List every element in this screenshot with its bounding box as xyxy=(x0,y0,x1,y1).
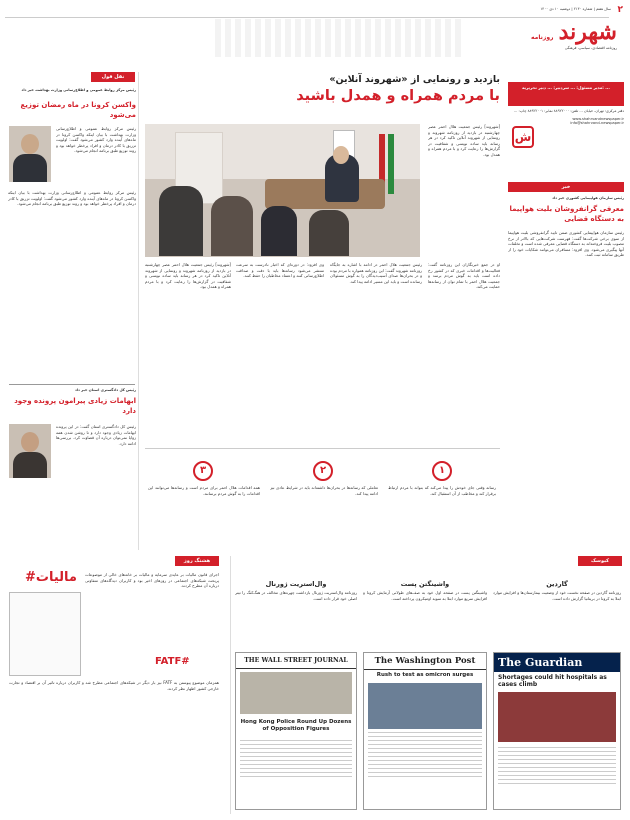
page-number: ۲ xyxy=(617,5,623,15)
header-divider xyxy=(5,17,609,18)
sidebar-item2-photo xyxy=(9,424,51,478)
kiosk-guardian-headline: Shortages could hit hospitals as cases climb xyxy=(498,674,607,688)
sidebar-item1-body: رئیس مرکز روابط عمومی و اطلاع‌رسانی وزارت بهداشت با بیان اینکه واکسن کرونا در ماه‌های آینده وارد کشور می‌شود گفت: اولویت تزریق با کادر درمان و افراد پرخطر خواهد بود و روند توزیع طبق برنامه انجام می‌شود. xyxy=(56,126,136,154)
kiosk-guardian-frontpage xyxy=(493,652,621,810)
tagline: روزنامه اقتصادی، سیاسی، فرهنگی xyxy=(564,46,617,50)
kiosk-section xyxy=(230,556,626,814)
lead-kicker: بازدید و رونمایی از «شهروند آنلاین» xyxy=(329,74,500,85)
masthead-pattern xyxy=(215,19,465,57)
hashtag-section xyxy=(5,556,223,814)
kiosk-wsj-frontpage xyxy=(235,652,357,810)
sidebar-item2-kicker: رئیس کل دادگستری استان خبر داد xyxy=(74,388,136,392)
news-title: معرفی گرانفروشان بلیت هواپیما به دستگاه قضایی xyxy=(509,205,624,223)
point-1-number: ۱ xyxy=(432,461,452,481)
points-row xyxy=(145,448,500,551)
sidebar-item1-photo xyxy=(9,126,51,182)
hashtag-sub-tag: FATF# xyxy=(155,656,190,667)
kiosk-wapo-headline: Rush to test as omicron surges xyxy=(376,672,474,678)
kiosk-wapo-frontpage xyxy=(363,652,487,810)
sidebar-section-header: نقل قول xyxy=(91,72,135,82)
sidebar-item1-body-cont: رئیس مرکز روابط عمومی و اطلاع‌رسانی وزارت بهداشت با بیان اینکه واکسن کرونا در ماه‌های آینده وارد کشور می‌شود گفت: اولویت تزریق با کادر درمان و افراد پرخطر خواهد بود و روند توزیع طبق برنامه انجام می‌شود. xyxy=(8,190,136,207)
kiosk-wapo-title: واشینگتن پست xyxy=(400,580,450,588)
kiosk-guardian-masthead: The Guardian xyxy=(494,653,620,672)
kiosk-wsj-headline: Hong Kong Police Round Up Dozens of Opposition Figures xyxy=(240,719,352,732)
point-3-text: همه اقدامات هلال احمر برای مردم است و رسانه‌ها می‌توانند این اقدامات را به گوش مردم برسانند. xyxy=(148,485,260,496)
point-1-text: رسانه وقتی جای خودش را پیدا می‌کند که بتواند با مردم ارتباط برقرار کند و مخاطب از آن استقبال کند. xyxy=(388,485,496,496)
lead-body-col4: وی افزود: در دوره‌ای که اخبار نادرست به سرعت منتشر می‌شود رسانه‌ها باید با دقت و صداقت اطلاع‌رسانی کنند و اعتماد مخاطبان را حفظ کنند. xyxy=(236,262,324,279)
lead-story xyxy=(145,74,500,104)
news-column xyxy=(508,182,624,550)
kiosk-paper-wapo xyxy=(363,580,487,642)
masthead-website[interactable]: www.shahrvandnewspaper.ir xyxy=(572,116,624,121)
masthead-address: دفتر مرکزی: تهران، خیابان ... تلفن: ۸۸۹۲۲۰۰۰ نمابر: ۸۸۹۲۲۰۰۱ چاپ: ... xyxy=(513,109,624,113)
hashtag-body-2: همزمان موضوع پیوستن به FATF نیز بار دیگر در شبکه‌های اجتماعی مطرح شد و کاربران درباره تاثیر آن بر اقتصاد و تجارت خارجی کشور اظهار نظر کردند. xyxy=(9,680,219,691)
kiosk-wsj-title: وال‌استریت ژورنال xyxy=(265,580,327,588)
logo-sub: روزنامه xyxy=(531,34,554,41)
hashtag-body-1: اجرای قانون مالیات بر عایدی سرمایه و مالیات بر خانه‌های خالی از موضوعات پربحث شبکه‌های اجتماعی در روزهای اخیر بود و کاربران دیدگاه‌های متفاوتی درباره آن مطرح کردند. xyxy=(85,572,219,589)
masthead-staff: مدیر مسئول: ... سردبیر: ... دبیر تحریریه: ... xyxy=(508,82,624,106)
news-body: رئیس سازمان هواپیمایی کشوری ضمن تایید گرانفروشی بلیت هواپیما از سوی برخی شرکت‌ها گفت: فهرست شرکت‌هایی که بالاتر از نرخ مصوب بلیت فروخته‌اند به دستگاه قضایی معرفی شده است و تخلفات آنها پیگیری می‌شود. وی افزود: مسافران می‌توانند شکایات خود را از طریق سامانه ثبت کنند. xyxy=(508,230,624,258)
kiosk-guardian-title: گاردین xyxy=(546,580,568,588)
lead-headline: با مردم همراه و همدل باشید xyxy=(296,88,500,104)
kiosk-paper-wsj xyxy=(235,580,357,642)
lead-body-col3: رئیس جمعیت هلال احمر در ادامه با اشاره به جایگاه روزنامه شهروند گفت: این روزنامه همواره با مردم بوده و در بحران‌ها صدای آسیب‌دیدگان را به گوش مسئولان رسانده است و باید این مسیر ادامه پیدا کند. xyxy=(330,262,422,284)
sidebar-item2-body: رئیس کل دادگستری استان گفت: در این پرونده ابهامات زیادی وجود دارد و تا روشن شدن همه زوایا نمی‌توان درباره آن قضاوت کرد. بررسی‌ها ادامه دارد. xyxy=(56,424,136,446)
kiosk-paper-guardian xyxy=(493,580,621,642)
kiosk-wapo-masthead: The Washington Post xyxy=(364,653,486,670)
masthead-email[interactable]: info@shahrvand-newspaper.ir xyxy=(570,121,624,126)
logo-text: شهرند xyxy=(558,19,617,45)
page-header xyxy=(5,3,625,65)
sidebar-item2-title: ابهامات زیادی پیرامون پرونده وجود دارد xyxy=(14,397,136,415)
masthead-box xyxy=(508,82,624,177)
kiosk-section-header: کیوسک xyxy=(578,556,622,566)
lead-body-col5: [شهروند] رئیس جمعیت هلال احمر عصر چهارشنبه در بازدید از روزنامه شهروند و رونمایی از شهروند آنلاین تاکید کرد در هر رسانه باید ساده نویسی و شفافیت در گزارش‌ها را رعایت کرد و با مردم همراه و همدل بود. xyxy=(145,262,231,290)
kiosk-wsj-body: روزنامه وال‌استریت ژورنال بازداشت چهره‌های مخالف در هنگ‌کنگ را تیتر اصلی خود قرار داده است. xyxy=(235,590,357,601)
sidebar-item1-title: واکسن کرونا در ماه رمضان توزیع می‌شود xyxy=(20,101,136,119)
logo xyxy=(497,19,617,57)
hashtag-section-header: هشتگ روز xyxy=(175,556,219,566)
kiosk-guardian-body: روزنامه گاردین در صفحه نخست خود از وضعیت بیمارستان‌ها و افزایش موارد ابتلا به کرونا در بریتانیا گزارش داده است. xyxy=(493,590,621,601)
point-3-number: ۳ xyxy=(193,461,213,481)
news-kicker: رئیس سازمان هواپیمایی کشوری خبر داد xyxy=(552,196,624,200)
point-2-text: تعاملی که رسانه‌ها در بحران‌ها داشته‌اند باید در شرایط عادی نیز ادامه پیدا کند. xyxy=(270,485,378,496)
sidebar-item1-kicker: رئیس مرکز روابط عمومی و اطلاع‌رسانی وزارت بهداشت خبر داد xyxy=(21,88,136,92)
lead-body-col1: [شهروند] رئیس جمعیت هلال احمر عصر چهارشنبه در بازدید از روزنامه شهروند و رونمایی از شهروند آنلاین تاکید کرد در هر رسانه باید ساده نویسی و شفافیت در گزارش‌ها را رعایت کرد و با مردم همراه و همدل بود. xyxy=(428,124,500,157)
logo-badge-icon: ش xyxy=(512,126,534,148)
news-section-header: خبر xyxy=(508,182,624,192)
kiosk-wapo-body: واشینگتن پست در صفحه اول خود به صف‌های طولانی آزمایش کرونا و افزایش سریع موارد ابتلا به سویه اومیکرون پرداخته است. xyxy=(363,590,487,601)
hashtag-tag: #مالیات xyxy=(25,570,77,585)
lead-photo xyxy=(145,124,420,257)
kiosk-wsj-masthead: THE WALL STREET JOURNAL xyxy=(236,653,356,669)
lead-body-col2: او در جمع خبرنگاران این روزنامه گفت: فعالیت‌ها و اقدامات خبری که در کشور رخ داده است باید به گوش مردم برسد و جمعیت هلال احمر با تمام توان از رسانه‌ها حمایت می‌کند. xyxy=(428,262,500,290)
point-2-number: ۲ xyxy=(313,461,333,481)
sidebar xyxy=(5,72,139,550)
date-line: سال هفتم | شماره ۲۱۳۰ | دوشنبه ۱۰ دی ۱۴۰۰ xyxy=(540,7,611,11)
